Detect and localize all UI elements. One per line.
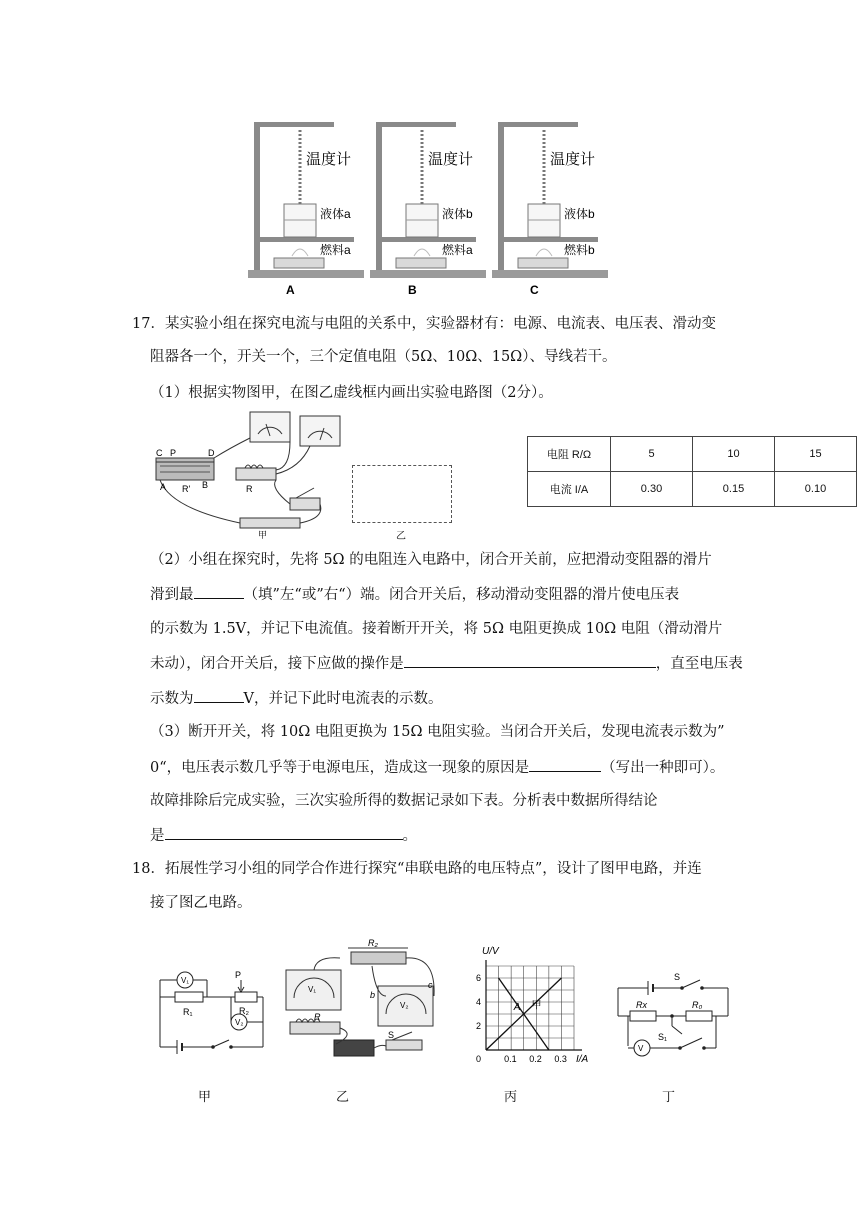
x-axis-label: I/A (576, 1054, 589, 1065)
label-P: P (235, 970, 242, 980)
y-tick-label: 6 (476, 973, 482, 983)
label-R: R (246, 484, 253, 494)
answer-blank-3[interactable] (194, 688, 244, 703)
annotation-label: A (513, 1002, 521, 1013)
x-tick-label: 0.3 (554, 1054, 567, 1064)
q17-p3-l1: （3）断开开关，将 10Ω 电阻更换为 15Ω 电阻实验。当闭合开关后，发现电流表示数为” (150, 724, 725, 740)
fuel-label: 燃料a (442, 243, 473, 257)
apparatus-0 (248, 122, 364, 297)
table-header-resistance: 电阻 R/Ω (528, 437, 611, 472)
label-P: P (170, 448, 177, 458)
label-C: C (156, 448, 163, 458)
answer-blank-4[interactable] (529, 757, 601, 772)
q17-p2-l3: 的示数为 1.5V，并记下电流值。接着断开开关，将 5Ω 电阻更换成 10Ω 电阻（滑动滑片 (150, 621, 723, 637)
table-cell: 0.30 (611, 472, 693, 507)
q17-figure-jia (150, 408, 350, 540)
y-axis-label: U/V (482, 946, 499, 957)
apparatus-letter: A (286, 283, 295, 297)
thermometer-label: 温度计 (550, 151, 596, 168)
answer-blank-1[interactable] (194, 584, 244, 599)
label-V2: V₂ (235, 1018, 244, 1027)
table-row (528, 437, 857, 472)
q17-p2-l5: 示数为 V，并记下此时电流表的示数。 (150, 688, 442, 709)
answer-blank-2[interactable] (404, 653, 656, 668)
label-R0: R₀ (692, 1000, 703, 1010)
label-R2: R₂ (239, 1006, 249, 1016)
q17-data-table (527, 436, 857, 507)
label-c: c (428, 980, 433, 990)
fuel-label: 燃料a (320, 243, 351, 257)
apparatus-letter: B (408, 283, 417, 297)
q17-p2-l2: 滑到最 （填”左“或”右“）端。闭合开关后，移动滑动变阻器的滑片使电压表 (150, 584, 679, 605)
liquid-label: 液体a (320, 207, 351, 221)
label-S1: S₁ (658, 1032, 668, 1042)
fuel-label: 燃料b (564, 243, 595, 257)
label-V: V (638, 1044, 644, 1053)
label-V2: V₂ (400, 1001, 409, 1010)
q17-p3-l4: 是 。 (150, 825, 417, 846)
caption-jia: 甲 (198, 1090, 212, 1105)
label-Rx: Rx (636, 1000, 647, 1010)
apparatus-1 (370, 122, 486, 297)
table-cell: 10 (693, 437, 775, 472)
y-tick-label: 4 (476, 997, 482, 1007)
q18-line1: 18．拓展性学习小组的同学合作进行探究“串联电路的电压特点”，设计了图甲电路，并连 (132, 861, 702, 877)
apparatus-drawing (248, 112, 610, 302)
q17-p2-l1: （2）小组在探究时，先将 5Ω 的电阻连入电路中，闭合开关前，应把滑动变阻器的滑片 (150, 552, 712, 568)
q17-p3-l3: 故障排除后完成实验，三次实验所得的数据记录如下表。分析表中数据所得结论 (150, 793, 658, 809)
caption-bing: 丙 (504, 1090, 518, 1105)
x-tick-label: 0.1 (504, 1054, 517, 1064)
caption-yi: 乙 (336, 1090, 350, 1105)
label-R: R (314, 1012, 321, 1022)
label-V1: V₁ (308, 985, 317, 994)
q18-graph-bing (462, 936, 592, 1072)
label-R1: R₁ (183, 1007, 193, 1017)
label-V1: V₁ (181, 976, 190, 985)
thermometer-label: 温度计 (306, 151, 352, 168)
apparatus-2 (492, 122, 608, 297)
q17-line2: 阻器各一个，开关一个，三个定值电阻（5Ω、10Ω、15Ω）、导线若干。 (150, 349, 617, 365)
apparatus-figure (248, 112, 610, 302)
table-cell: 0.15 (693, 472, 775, 507)
label-jia: 甲 (258, 530, 268, 540)
q17-line1: 17．某实验小组在探究电流与电阻的关系中，实验器材有：电源、电流表、电压表、滑动变 (132, 316, 716, 332)
caption-ding: 丁 (662, 1090, 676, 1105)
q17-part1: （1）根据实物图甲，在图乙虚线框内画出实验电路图（2分）。 (150, 385, 553, 401)
q17-label-yi: 乙 (396, 531, 406, 542)
label-D: D (208, 448, 215, 458)
q17-p2-l4: 未动），闭合开关后，接下应做的操作是 ，直至电压表 (150, 653, 743, 674)
table-row (528, 472, 857, 507)
series-label: 甲 (531, 1000, 542, 1012)
table-cell: 15 (775, 437, 857, 472)
answer-blank-5[interactable] (165, 825, 403, 840)
q18-figure-yi (276, 936, 444, 1058)
label-R2: R₂ (368, 938, 378, 948)
label-A: A (160, 482, 167, 492)
q17-p3-l2: 0“，电压表示数几乎等于电源电压，造成这一现象的原因是 （写出一种即可）。 (150, 757, 724, 778)
table-header-current: 电流 I/A (528, 472, 611, 507)
ui-chart (462, 936, 592, 1072)
liquid-label: 液体b (564, 207, 595, 221)
label-b: b (370, 990, 376, 1000)
origin-label: 0 (476, 1054, 482, 1064)
q18-circuit-jia (155, 962, 270, 1057)
y-tick-label: 2 (476, 1021, 482, 1031)
q17-dashed-box (352, 465, 452, 523)
thermometer-label: 温度计 (428, 151, 474, 168)
label-S: S (388, 1030, 395, 1040)
label-B: B (202, 480, 209, 490)
x-tick-label: 0.2 (529, 1054, 542, 1064)
table-cell: 5 (611, 437, 693, 472)
liquid-label: 液体b (442, 207, 473, 221)
apparatus-letter: C (530, 283, 539, 297)
label-Rprime: R' (182, 484, 191, 494)
q18-circuit-ding (612, 968, 734, 1060)
label-S: S (674, 972, 681, 982)
q18-line2: 接了图乙电路。 (150, 895, 252, 911)
table-cell: 0.10 (775, 472, 857, 507)
